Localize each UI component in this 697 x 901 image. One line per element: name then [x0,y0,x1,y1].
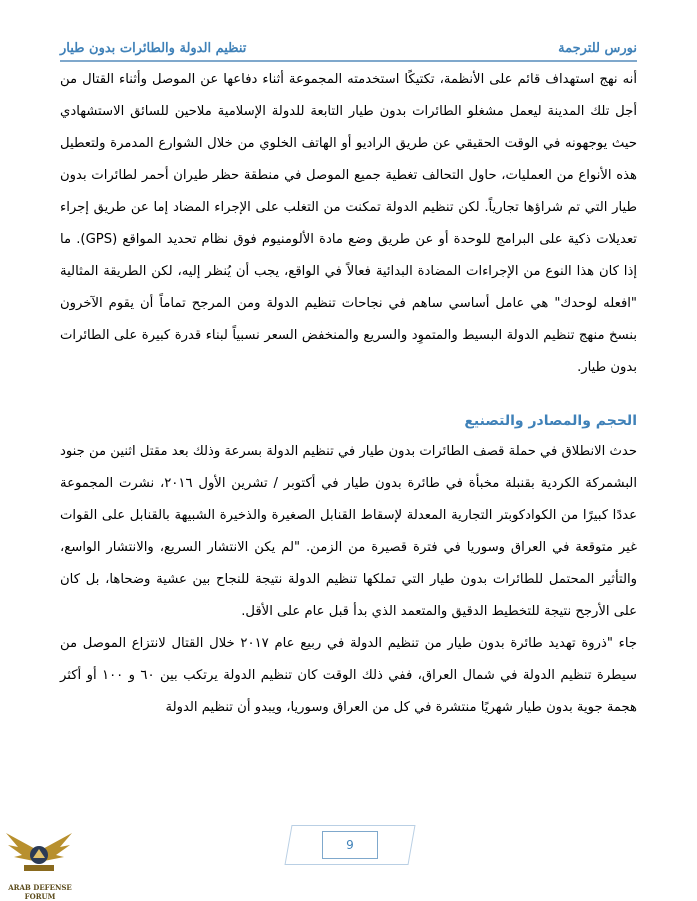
header-publisher: نورس للترجمة [558,41,637,56]
body-paragraph: حدث الانطلاق في حملة قصف الطائرات بدون طيار في تنظيم الدولة بسرعة وذلك بعد مقتل اثنين من جنود البشمركة الكردية بقنبلة مخبأة في طائرة بدون طيار في أكتوبر / تشرين الأول ٢٠١٦، نشرت المجموعة عددًا كبيرًا من الكوادكوبتر التجارية المعدلة لإسقاط القنابل الصغيرة والذخيرة الشبيهة بالقنابل على القوات غير متوقعة في العراق وسوريا في فترة قصيرة من الزمن. "لم يكن الانتشار السريع، والانتشار الواسع، والتأثير المحتمل للطائرات بدون طيار التي تملكها تنظيم الدولة نتيجة للنجاح بين عشية وضحاها، بل كان على الأرجح نتيجة للتخطيط الدقيق والمتعمد الذي بدأ قبل عام على الأقل. [60,444,637,619]
body-paragraph: جاء "ذروة تهديد طائرة بدون طيار من تنظيم الدولة في ربيع عام ٢٠١٧ خلال القتال لانتزاع الموصل من سيطرة تنظيم الدولة في شمال العراق، ففي ذلك الوقت كان تنظيم الدولة يرتكب بين ٦٠ و ١٠٠ أو أكثر هجمة جوية بدون طيار شهريًا منتشرة في كل من العراق وسوريا، ويبدو أن تنظيم الدولة [60,636,638,715]
header-document-title: تنظيم الدولة والطائرات بدون طيار [60,41,247,56]
eagle-logo-icon [4,825,74,881]
page-header [60,30,637,62]
page-number: 9 [322,831,378,859]
logo-caption: ARAB DEFENSE FORUM [8,883,72,901]
body-paragraph: أنه نهج استهداف قائم على الأنظمة، تكتيكًا استخدمته المجموعة أثناء دفاعها عن الموصل وأثناء القتال من أجل تلك المدينة ليعمل مشغلو الطائرات بدون طيار التابعة للدولة الإسلامية ملاحين للسائق الاستشهادي حيث يوجهونه في الوقت الحقيقي عن طريق الراديو أو الهاتف الخلوي من خلال الشوارع المدمرة ولتعطيل هذه الأنواع من العمليات، حاول التحالف تغطية جميع الموصل في منطقة حظر طيران أحمر لطائرات بدون طيار التي تم شراؤها تجارياً. لكن تنظيم الدولة تمكنت من التغلب على الإجراء المضاد إما عن طريق إجراء تعديلات ذكية على البرامج للوحدة أو عن طريق وضع مادة الألومنيوم فوق نظام تحديد المواقع (GPS). ما إذا كان هذا النوع من الإجراءات المضادة البدائية فعالاً في الواقع، يجب أن يُنظر إليه، لكن الطريقة المثالية "افعله لوحدك" هي عامل أساسي ساهم في نجاحات تنظيم الدولة ومن المرجح تماماً أن يقوم الآخرون بنسخ منهج تنظيم الدولة البسيط والمتموِد والسريع والمنخفض السعر نسبياً لبناء قدرة كبيرة على الطائرات بدون طيار. [60,72,637,375]
section-heading: الحجم والمصادر والتصنيع [464,413,637,429]
page-footer [0,815,697,901]
page-body [60,64,637,724]
